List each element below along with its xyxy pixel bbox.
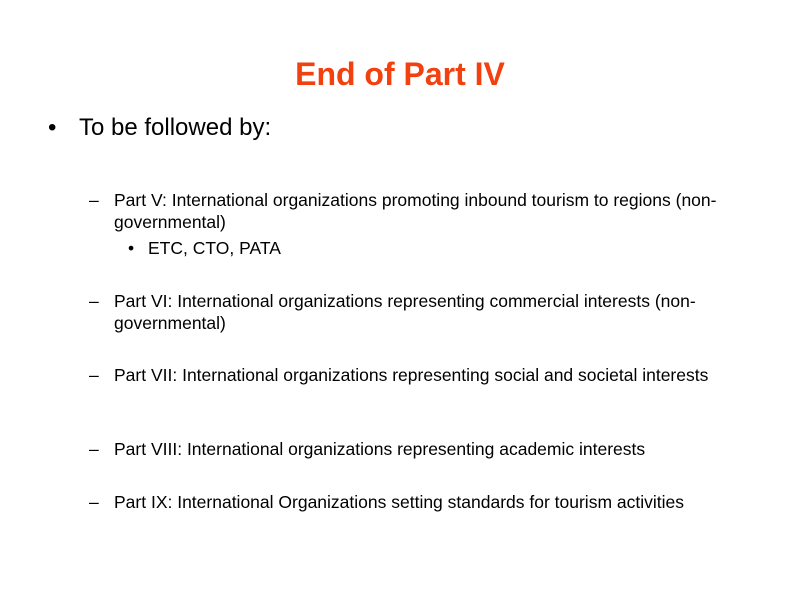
intro-text: To be followed by: xyxy=(79,114,272,141)
dash-icon: – xyxy=(89,365,99,385)
bullet-icon: • xyxy=(128,238,135,258)
list-item-text: Part VI: International organizations representing commercial interests (non-governmental) xyxy=(114,291,696,333)
dash-icon: – xyxy=(89,291,99,311)
list-item-text: Part IX: International Organizations setting standards for tourism activities xyxy=(114,492,684,512)
sub-list-item-text: ETC, CTO, PATA xyxy=(148,238,281,258)
list-item-text: Part VIII: International organizations representing academic interests xyxy=(114,439,646,459)
dash-icon: – xyxy=(89,492,99,512)
list-item-text: Part VII: International organizations representing social and societal interests xyxy=(114,365,709,385)
list-item-text: Part V: International organizations promoting inbound tourism to regions (non-governmental) xyxy=(114,190,717,232)
dash-icon: – xyxy=(89,190,99,210)
dash-icon: – xyxy=(89,439,99,459)
slide-title: End of Part IV xyxy=(295,56,505,92)
bullet-icon: • xyxy=(48,114,57,141)
